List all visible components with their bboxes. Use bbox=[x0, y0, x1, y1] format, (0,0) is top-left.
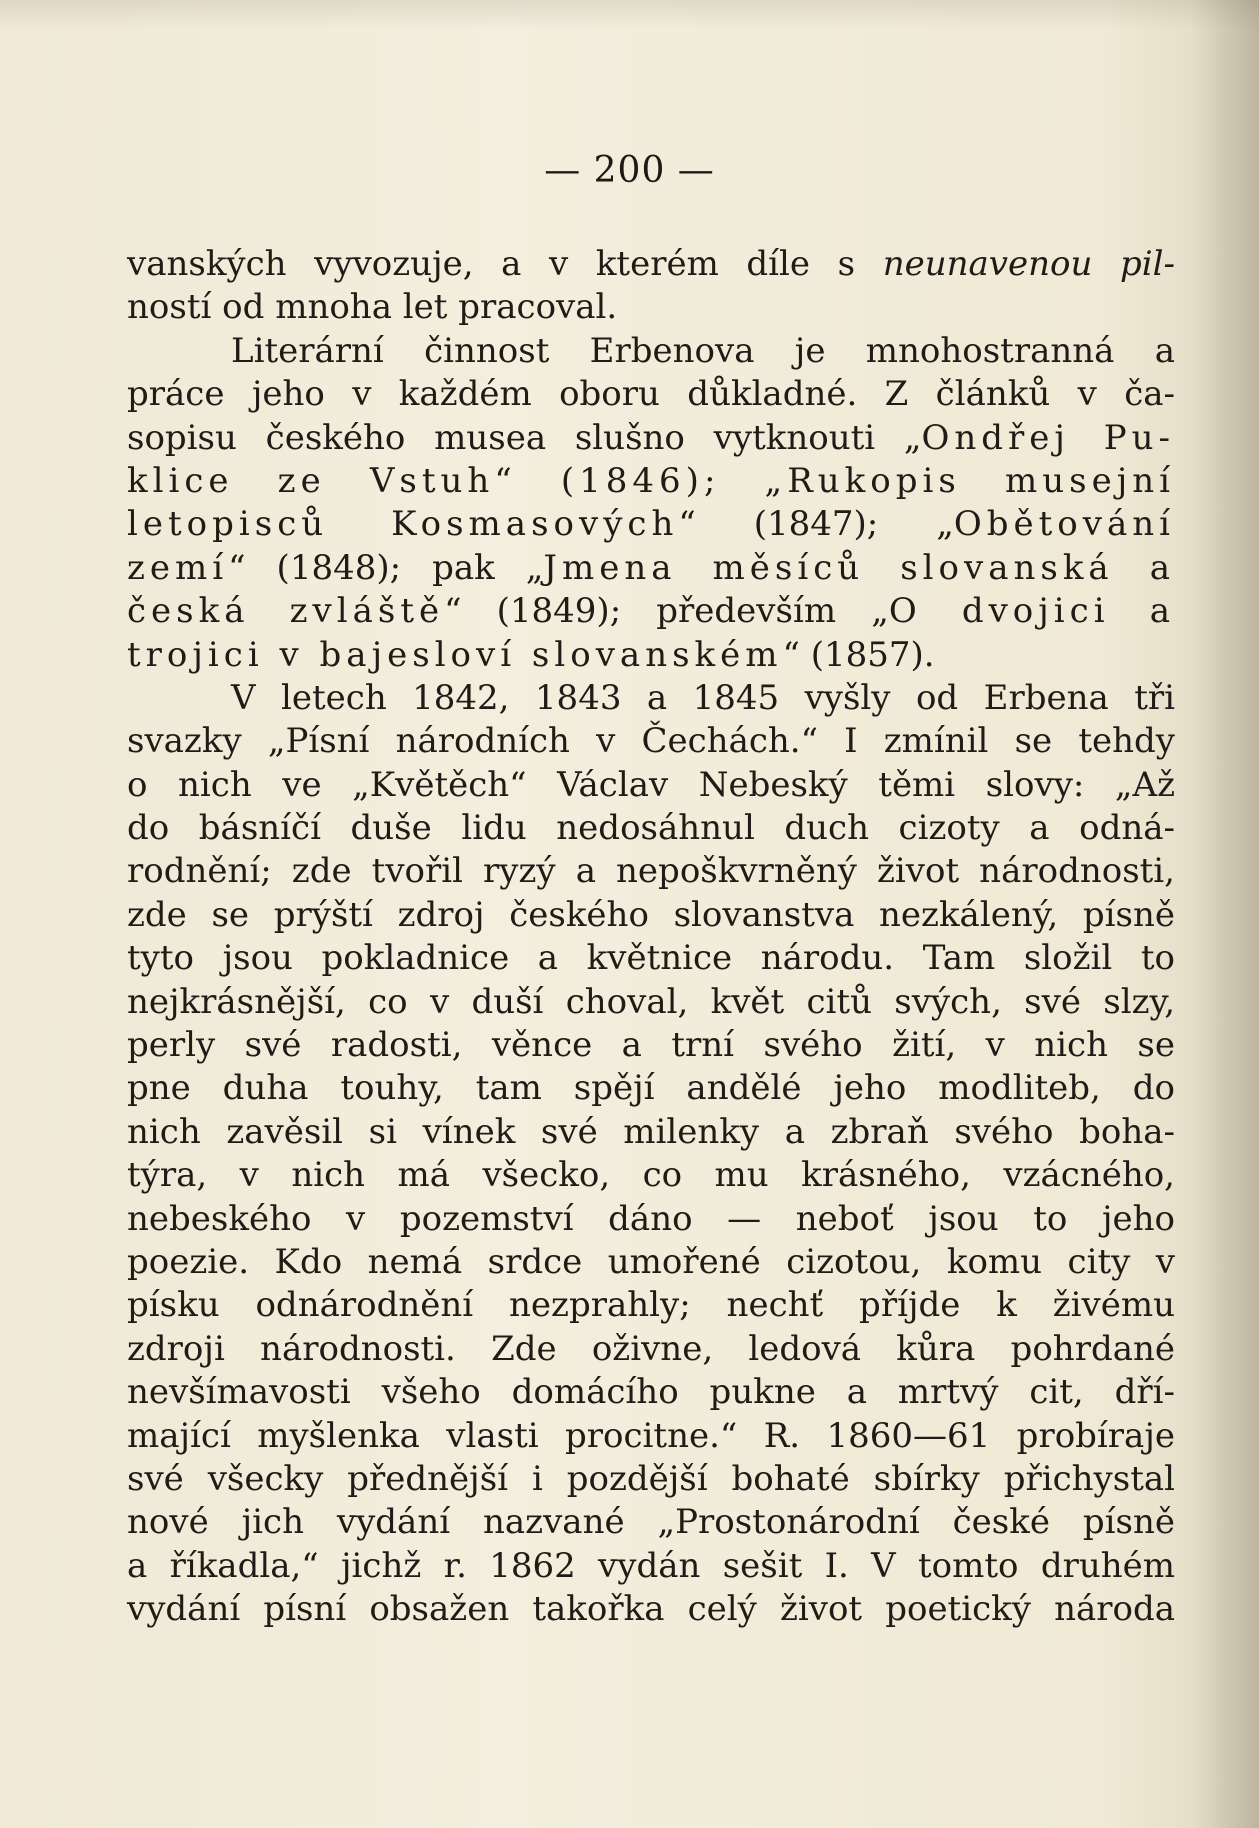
text-segment: písku odnárodnění nezprahly; nechť příjde k živému bbox=[127, 1285, 1175, 1326]
text-line bbox=[127, 764, 1175, 807]
text-segment: “ (1857). bbox=[782, 634, 935, 675]
text-segment: mající myšlenka vlasti procitne.“ R. 1860—61 probíraje bbox=[127, 1415, 1175, 1456]
text-line bbox=[127, 850, 1175, 893]
spaced-title-text: klice ze Vstuh bbox=[127, 460, 495, 501]
text-line bbox=[127, 677, 1175, 720]
text-line bbox=[127, 807, 1175, 850]
text-line bbox=[127, 1501, 1175, 1544]
text-line bbox=[127, 1588, 1175, 1631]
text-segment: “ (1849); především „ bbox=[444, 591, 889, 632]
text-segment: nich zavěsil si vínek své milenky a zbraň svého boha- bbox=[127, 1111, 1175, 1152]
text-line bbox=[127, 937, 1175, 980]
text-line bbox=[127, 1415, 1175, 1458]
text-line bbox=[127, 1024, 1175, 1067]
spaced-title-text: trojici v bajesloví slovanském bbox=[127, 634, 783, 675]
text-segment: o nich ve „Květěch“ Václav Nebeský těmi slovy: „Až bbox=[127, 764, 1175, 805]
text-line bbox=[127, 1111, 1175, 1154]
text-line bbox=[127, 1371, 1175, 1414]
text-line bbox=[127, 981, 1175, 1024]
text-segment: svazky „Písní národních v Čechách.“ I zmínil se tehdy bbox=[127, 721, 1175, 762]
emphasized-text: neunavenou pil- bbox=[882, 244, 1175, 284]
text-segment: poezie. Kdo nemá srdce umořené cizotou, komu city v bbox=[127, 1241, 1175, 1282]
text-segment: do básníčí duše lidu nedosáhnul duch cizoty a odná- bbox=[127, 808, 1175, 849]
text-segment: nevšímavosti všeho domácího pukne a mrtvý cit, dří- bbox=[127, 1372, 1175, 1413]
spaced-title-text: zemí bbox=[127, 547, 229, 588]
text-line bbox=[127, 1241, 1175, 1284]
spaced-title-text: Obětování bbox=[953, 504, 1175, 545]
text-segment: ností od mnoha let pracoval. bbox=[127, 287, 618, 328]
text-segment: práce jeho v každém oboru důkladné. Z článků v ča- bbox=[127, 374, 1175, 415]
spaced-title-text: letopisců Kosmasových bbox=[127, 504, 679, 545]
text-line bbox=[127, 1328, 1175, 1371]
text-line bbox=[127, 503, 1175, 546]
text-segment: nejkrásnější, co v duší choval, květ citů svých, své slzy, bbox=[127, 981, 1175, 1022]
spaced-title-text: Rukopis musejní bbox=[787, 460, 1176, 501]
text-line bbox=[127, 243, 1175, 286]
text-line bbox=[127, 373, 1175, 416]
text-segment: nebeského v pozemství dáno — neboť jsou to jeho bbox=[127, 1198, 1175, 1239]
text-line bbox=[127, 1458, 1175, 1501]
text-line bbox=[127, 1284, 1175, 1327]
text-segment: zdroji národnosti. Zde oživne, ledová kůra pohrdané bbox=[127, 1328, 1175, 1369]
text-segment: své všecky přednější i pozdější bohaté sbírky přichystal bbox=[127, 1458, 1175, 1499]
text-segment: vanských vyvozuje, a v kterém díle s bbox=[127, 244, 883, 284]
text-segment: rodnění; zde tvořil ryzý a nepoškvrněný život národnosti, bbox=[127, 851, 1175, 892]
spaced-title-text: Jmena měsíců slovanská a bbox=[543, 547, 1175, 588]
page-number: — 200 — bbox=[544, 150, 715, 191]
text-segment: Literární činnost Erbenova je mnohostranná a bbox=[231, 330, 1175, 371]
spaced-title-text: “ (1846); „ bbox=[494, 460, 788, 501]
text-segment: sopisu českého musea slušno vytknouti „ bbox=[127, 417, 922, 458]
text-segment: “ (1847); „ bbox=[678, 504, 954, 545]
text-line bbox=[127, 1198, 1175, 1241]
text-line bbox=[127, 894, 1175, 937]
text-line bbox=[127, 330, 1175, 373]
text-segment: a říkadla,“ jichž r. 1862 vydán sešit I. V tomto druhém bbox=[127, 1545, 1175, 1586]
text-line bbox=[127, 460, 1175, 503]
text-line bbox=[127, 1067, 1175, 1110]
text-line bbox=[127, 720, 1175, 763]
text-line bbox=[127, 634, 1175, 677]
text-segment: pne duha touhy, tam spějí andělé jeho modliteb, do bbox=[127, 1068, 1175, 1109]
spine-shadow bbox=[1189, 0, 1259, 1828]
text-segment: týra, v nich má všecko, co mu krásného, vzácného, bbox=[127, 1155, 1175, 1196]
body-text bbox=[127, 243, 1175, 1632]
text-line bbox=[127, 417, 1175, 460]
top-shadow bbox=[0, 0, 1259, 30]
text-segment: vydání písní obsažen takořka celý život poetický národa bbox=[127, 1589, 1175, 1630]
text-segment: tyto jsou pokladnice a květnice národu. Tam složil to bbox=[127, 938, 1175, 979]
text-segment: nové jich vydání nazvané „Prostonárodní české písně bbox=[127, 1502, 1175, 1543]
text-segment: perly své radosti, věnce a trní svého žití, v nich se bbox=[127, 1025, 1175, 1066]
text-line bbox=[127, 286, 1175, 329]
spaced-title-text: česká zvláště bbox=[127, 591, 445, 632]
text-line bbox=[127, 1545, 1175, 1588]
text-line bbox=[127, 547, 1175, 590]
text-line bbox=[127, 590, 1175, 633]
spaced-title-text: Ondřej Pu- bbox=[921, 417, 1175, 458]
text-line bbox=[127, 1154, 1175, 1197]
text-segment: V letech 1842, 1843 a 1845 vyšly od Erbena tři bbox=[231, 677, 1175, 718]
text-segment: zde se prýští zdroj českého slovanstva nezkálený, písně bbox=[127, 894, 1175, 935]
text-segment: “ (1848); pak „ bbox=[228, 547, 544, 588]
spaced-title-text: O dvojici a bbox=[888, 591, 1175, 632]
